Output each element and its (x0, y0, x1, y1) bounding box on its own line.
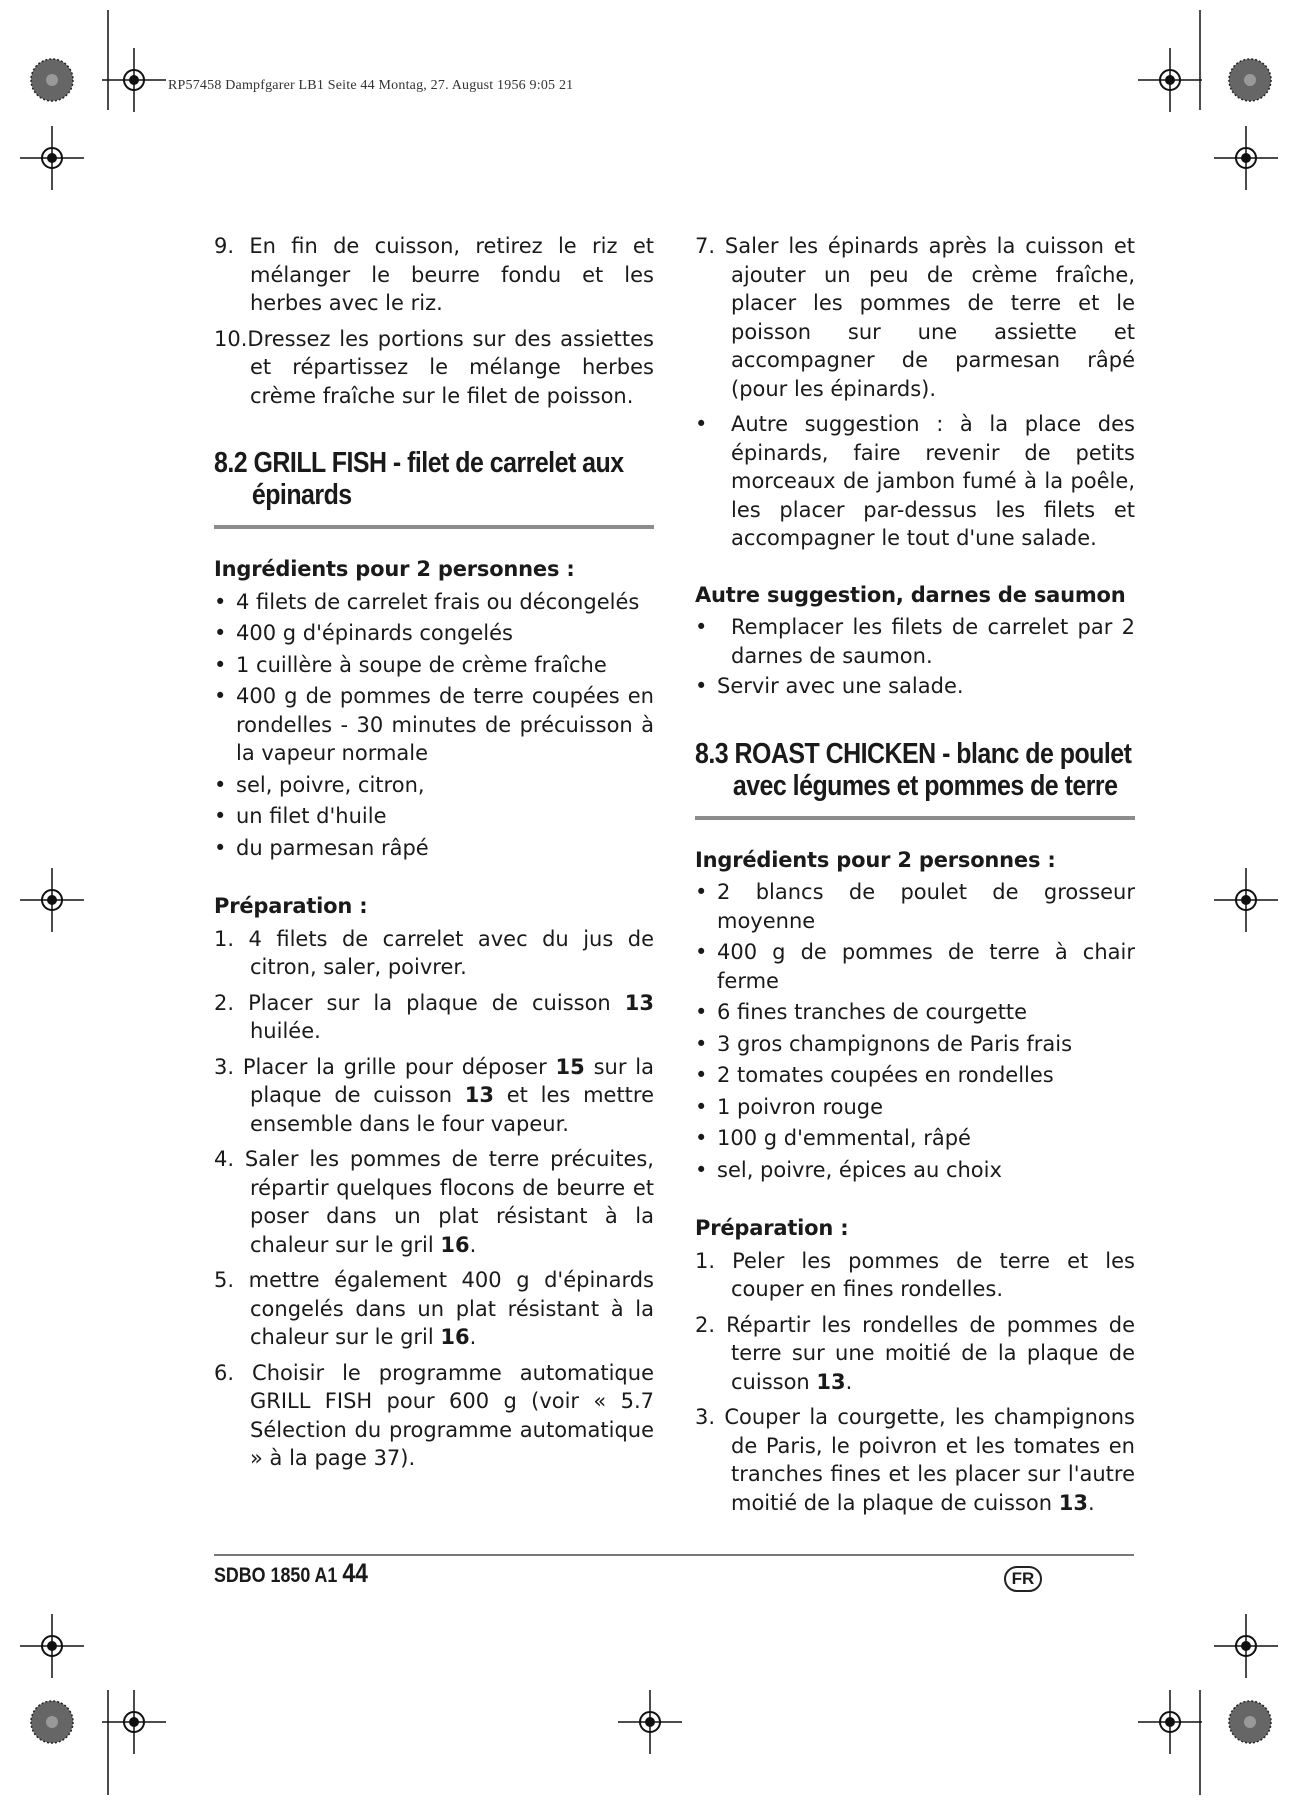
part-ref: 13 (1058, 1490, 1088, 1515)
ingredients-list (214, 588, 654, 863)
step-text: Dressez les portions sur des assiettes et répartissez le mélange herbes crème fraîche sur le filet de poisson. (247, 326, 654, 408)
right-column (695, 232, 1135, 1524)
step-text: En fin de cuisson, retirez le riz et mélanger le beurre fondu et les herbes avec le riz. (249, 234, 654, 315)
section-title-line1: 8.2 GRILL FISH - filet de carrelet aux (214, 447, 624, 479)
list-item: • 1 cuillère à soupe de crème fraîche (214, 652, 607, 677)
part-ref: 16 (440, 1325, 470, 1349)
section-title-8-2 (214, 447, 624, 511)
list-item: • 400 g de pommes de terre à chair ferme (695, 940, 1135, 993)
footer-rule (214, 1554, 1134, 1556)
step-10 (214, 325, 654, 411)
ingredients-heading: Ingrédients pour 2 personnes : (695, 847, 1056, 872)
part-ref: 13 (464, 1083, 495, 1107)
step-2: 2. Placer sur la plaque de cuisson 13 huilée. (214, 990, 654, 1043)
print-header: RP57458 Dampfgarer LB1 Seite 44 Montag, 27. August 1956 9:05 21 (168, 78, 574, 93)
list-item: • 2 blancs de poulet de grosseur moyenne (695, 880, 1135, 933)
step-3: 3. Placer la grille pour déposer 15 sur la plaque de cuisson 13 et les mettre ensemble dans le four vapeur. (214, 1054, 654, 1136)
part-ref: 13 (816, 1369, 846, 1394)
section-title-line2: épinards (251, 479, 352, 511)
step-2: 2. Répartir les rondelles de pommes de terre sur une moitié de la plaque de cuisson 13. (695, 1312, 1135, 1394)
list-item: • 4 filets de carrelet frais ou décongelés (214, 589, 640, 614)
page-number: 44 (342, 1558, 368, 1588)
part-ref: 16 (440, 1232, 470, 1257)
list-item: • 1 poivron rouge (695, 1094, 884, 1119)
section-title-line2: avec légumes et pommes de terre (732, 769, 1118, 802)
language-badge: FR (1004, 1566, 1042, 1592)
list-item: • 3 gros champignons de Paris frais (695, 1031, 1073, 1056)
step-6: 6. Choisir le programme automatique GRILL FISH pour 600 g (voir « 5.7 Sélection du programme automatique » à la page 37). (214, 1360, 654, 1470)
section-rule (695, 816, 1135, 820)
list-item: • du parmesan râpé (214, 835, 429, 860)
part-ref: 13 (624, 990, 654, 1015)
step-5: 5. mettre également 400 g d'épinards congelés dans un plat résistant à la chaleur sur le gril 16. (214, 1268, 654, 1349)
list-item: • 400 g de pommes de terre coupées en rondelles - 30 minutes de précuisson à la vapeur normale (214, 684, 654, 765)
list-item: • 400 g d'épinards congelés (214, 621, 513, 645)
step-1: 1. Peler les pommes de terre et les couper en fines rondelles. (695, 1248, 1135, 1301)
list-item: • Servir avec une salade. (695, 674, 964, 698)
ingredients-heading: Ingrédients pour 2 personnes : (214, 557, 575, 581)
model-number: SDBO 1850 A1 (214, 1564, 343, 1587)
section-title-line1: 8.3 ROAST CHICKEN - blanc de poulet (695, 737, 1132, 770)
step-7: 7. Saler les épinards après la cuisson et ajouter un peu de crème fraîche, placer les pommes de terre et le poisson sur une assiette et accompagner de parmesan râpé (pour les épinards). (695, 234, 1135, 401)
suggestion-item: • Autre suggestion : à la place des épinards, faire revenir de petits morceaux de jambon fumé à la poêle, les placer par-dessus les filets et accompagner le tout d'une salade. (695, 412, 1135, 550)
list-item: • sel, poivre, épices au choix (695, 1157, 1002, 1182)
step-number: 10. (214, 326, 248, 351)
step-number: 9. (214, 234, 235, 258)
footer-model (214, 1558, 368, 1589)
list-item: • sel, poivre, citron, (214, 772, 425, 797)
step-9 (214, 232, 654, 318)
list-item: • 2 tomates coupées en rondelles (695, 1063, 1054, 1087)
section-rule (214, 525, 654, 529)
part-ref: 15 (555, 1054, 585, 1079)
preparation-heading: Préparation : (214, 894, 368, 918)
section-title-8-3 (695, 737, 1132, 802)
list-item: • 100 g d'emmental, râpé (695, 1126, 971, 1150)
list-item: • Remplacer les filets de carrelet par 2 darnes de saumon. (695, 615, 1135, 668)
left-column (214, 232, 654, 1480)
preparation-heading: Préparation : (695, 1216, 849, 1240)
list-item: • 6 fines tranches de courgette (695, 1000, 1028, 1024)
step-1: 1. 4 filets de carrelet avec du jus de citron, saler, poivrer. (214, 926, 654, 979)
step-3: 3. Couper la courgette, les champignons de Paris, le poivron et les tomates en tranches fines et les placer sur l'autre moitié de la plaque de cuisson 13. (695, 1405, 1135, 1515)
step-4: 4. Saler les pommes de terre précuites, répartir quelques flocons de beurre et poser dans un plat résistant à la chaleur sur le gril 16. (214, 1147, 654, 1257)
list-item: • un filet d'huile (214, 804, 387, 828)
ingredients-list (695, 878, 1135, 1184)
alt-suggestion-heading: Autre suggestion, darnes de saumon (695, 582, 1126, 607)
